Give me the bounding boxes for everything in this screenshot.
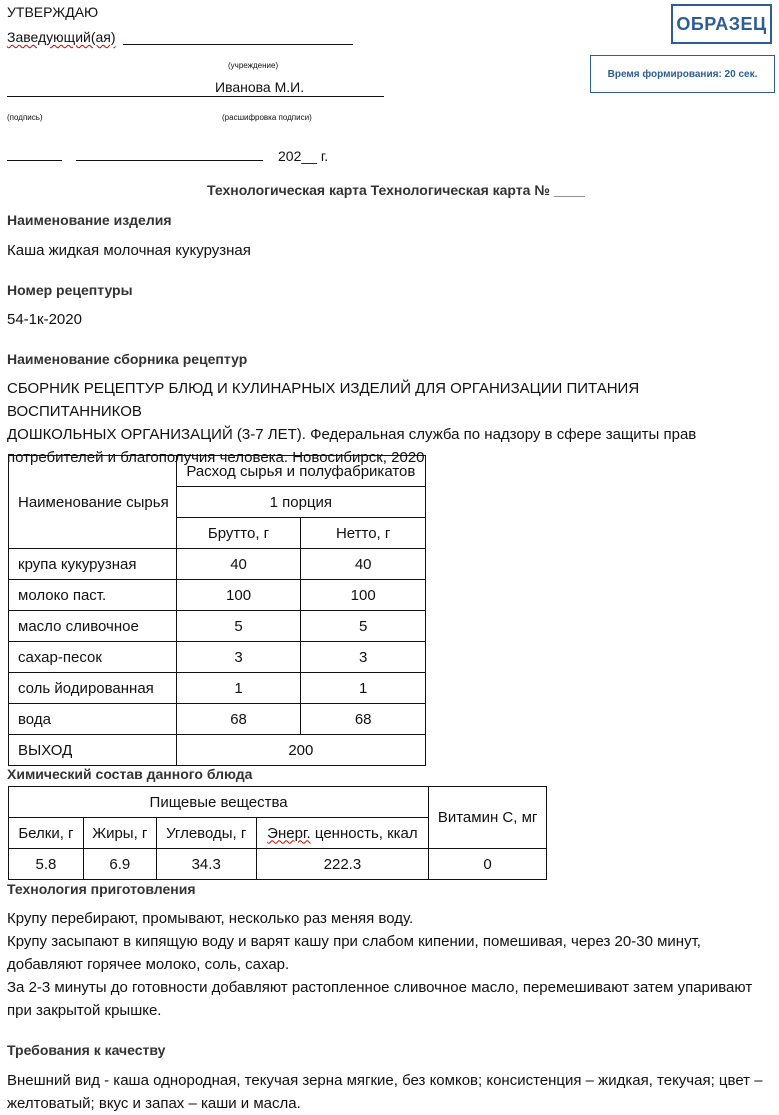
generation-time-box: Время формирования: 20 сек. [590, 55, 775, 93]
ingredient-brutto: 68 [176, 704, 301, 735]
table-row [9, 849, 547, 880]
table-row [9, 580, 426, 611]
decode-caption: (расшифровка подписи) [222, 113, 312, 122]
ingredient-name-header: Наименование сырья [9, 456, 177, 549]
ingredient-brutto: 40 [176, 549, 301, 580]
ingredient-name: соль йодированная [9, 673, 177, 704]
quality-line: желтоватый; вкус и запах – каши и масла. [7, 1095, 301, 1112]
table-row [9, 611, 426, 642]
consumption-header: Расход сырья и полуфабрикатов [176, 456, 425, 487]
protein-value: 5.8 [9, 849, 84, 880]
approve-label: УТВЕРЖДАЮ [7, 4, 99, 20]
technology-line: при закрытой крышке. [7, 1002, 162, 1019]
carb-header: Углеводы, г [156, 818, 256, 849]
ingredient-netto: 5 [301, 611, 426, 642]
table-row [9, 642, 426, 673]
energy-word: Энерг. [267, 824, 311, 842]
ingredient-netto: 40 [301, 549, 426, 580]
energy-value: 222.3 [256, 849, 429, 880]
energy-header [256, 818, 429, 849]
collection-line: ДОШКОЛЬНЫХ ОРГАНИЗАЦИЙ (3-7 ЛЕТ). Федеральная служба по надзору в сфере защиты прав [7, 426, 697, 443]
date-day-line [7, 160, 62, 161]
ingredient-netto: 100 [301, 580, 426, 611]
recipe-heading: Номер рецептуры [7, 282, 133, 298]
signature-caption: (подпись) [7, 113, 43, 122]
output-label: ВЫХОД [9, 735, 177, 766]
ingredient-name: крупа кукурузная [9, 549, 177, 580]
ingredient-brutto: 100 [176, 580, 301, 611]
ingredient-name: сахар-песок [9, 642, 177, 673]
portion-header: 1 порция [176, 487, 425, 518]
collection-line: СБОРНИК РЕЦЕПТУР БЛЮД И КУЛИНАРНЫХ ИЗДЕЛИЙ ДЛЯ ОРГАНИЗАЦИИ ПИТАНИЯ ВОСПИТАННИКОВ [7, 380, 640, 420]
brutto-header: Брутто, г [176, 518, 301, 549]
collection-heading: Наименование сборника рецептур [7, 351, 248, 367]
technology-line: добавляют горячее молоко, соль, сахар. [7, 956, 290, 973]
ingredient-brutto: 5 [176, 611, 301, 642]
output-value: 200 [176, 735, 425, 766]
table-row [9, 704, 426, 735]
technology-line: Крупу засыпают в кипящую воду и варят кашу при слабом кипении, помешивая, через 20-30 минут, [7, 933, 701, 950]
date-year: 202__ г. [278, 148, 329, 164]
technology-line: За 2-3 минуты до готовности добавляют растопленное сливочное масло, перемешивают затем упаривают [7, 979, 753, 996]
output-row [9, 735, 426, 766]
ingredient-netto: 1 [301, 673, 426, 704]
technology-text [7, 907, 777, 1022]
date-month-line [76, 160, 263, 161]
product-heading: Наименование изделия [7, 212, 172, 228]
institution-line [123, 44, 353, 45]
ingredient-name: масло сливочное [9, 611, 177, 642]
ingredient-name: молоко паст. [9, 580, 177, 611]
netto-header: Нетто, г [301, 518, 426, 549]
card-title: Технологическая карта Технологическая карта № ____ [207, 182, 585, 198]
carb-value: 34.3 [156, 849, 256, 880]
head-label-text: Заведующий(ая) [7, 29, 116, 45]
head-label [7, 29, 116, 45]
ingredient-brutto: 3 [176, 642, 301, 673]
chemistry-table [8, 786, 547, 880]
energy-rest: ценность, ккал [310, 824, 418, 842]
quality-text [7, 1069, 777, 1115]
protein-header: Белки, г [9, 818, 84, 849]
table-row [9, 673, 426, 704]
recipe-number: 54-1к-2020 [7, 311, 82, 328]
product-name: Каша жидкая молочная кукурузная [7, 242, 251, 259]
institution-caption: (учреждение) [228, 61, 279, 70]
quality-heading: Требования к качеству [7, 1042, 166, 1058]
fat-value: 6.9 [83, 849, 156, 880]
table-row [9, 549, 426, 580]
head-name: Иванова М.И. [215, 79, 305, 95]
ingredient-brutto: 1 [176, 673, 301, 704]
sample-stamp: ОБРАЗЕЦ [671, 4, 772, 44]
signature-line [7, 96, 384, 97]
ingredient-netto: 68 [301, 704, 426, 735]
technology-heading: Технология приготовления [7, 881, 196, 897]
fat-header: Жиры, г [83, 818, 156, 849]
vitamin-header: Витамин С, мг [429, 787, 547, 849]
nutrients-header: Пищевые вещества [9, 787, 429, 818]
ingredient-name: вода [9, 704, 177, 735]
vitamin-value: 0 [429, 849, 547, 880]
quality-line: Внешний вид - каша однородная, текучая зерна мягкие, без комков; консистенция – жидкая, текучая; цвет – [7, 1072, 763, 1089]
collection-line: потребителей и благополучия человека. Новосибирск, 2020 [7, 449, 425, 466]
ingredient-netto: 3 [301, 642, 426, 673]
ingredients-table [8, 455, 426, 766]
chemistry-heading: Химический состав данного блюда [7, 766, 253, 782]
technology-line: Крупу перебирают, промывают, несколько раз меняя воду. [7, 910, 414, 927]
